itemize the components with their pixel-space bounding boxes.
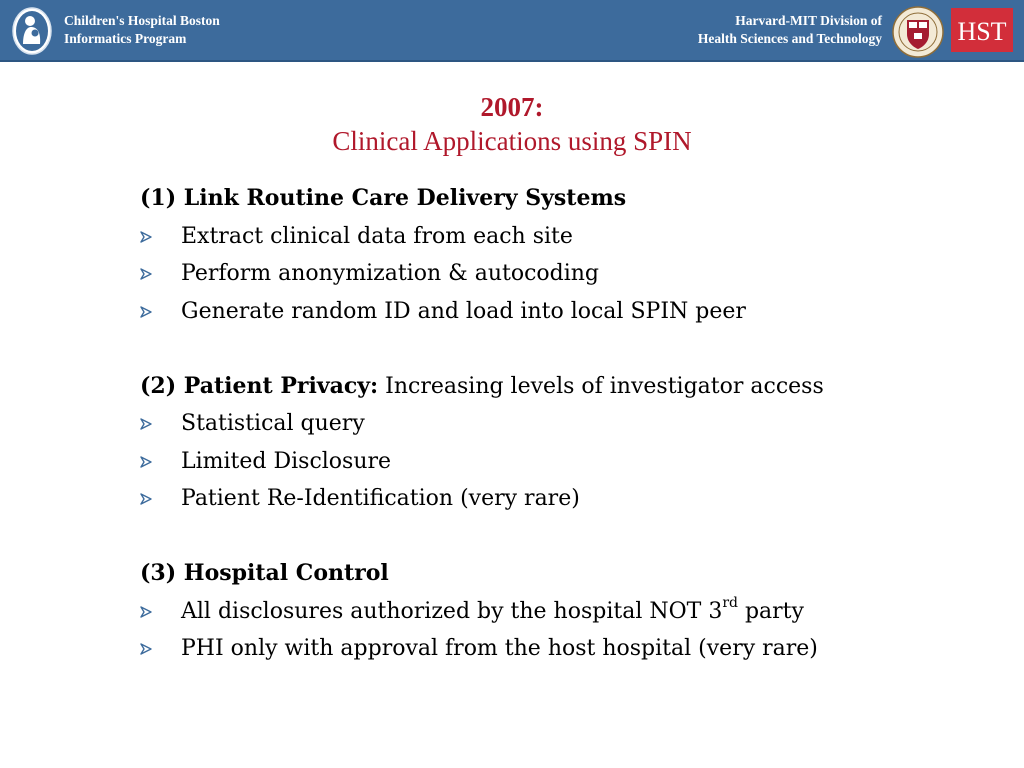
- bullet-text-after: party: [737, 598, 804, 624]
- slide-body: [140, 180, 1000, 668]
- section-heading-1-text: (1) Link Routine Care Delivery Systems: [140, 185, 627, 211]
- hst-logo: [951, 8, 1013, 52]
- childrens-hospital-logo-icon: [11, 6, 53, 56]
- bullet-item: [140, 293, 1000, 331]
- arrowhead-bullet-icon: [140, 443, 154, 481]
- arrowhead-bullet-icon: [140, 405, 154, 443]
- harvard-mit-division-name: [698, 12, 882, 48]
- left-org-line1: Children's Hospital Boston: [64, 13, 220, 28]
- arrowhead-bullet-icon: [140, 255, 154, 293]
- section-spacer: [140, 518, 1000, 556]
- arrowhead-bullet-icon: [140, 630, 154, 668]
- bullet-text: [181, 595, 804, 624]
- section-heading-3-text: (3) Hospital Control: [140, 560, 389, 586]
- bullet-text: Statistical query: [181, 411, 365, 436]
- bullet-text: Extract clinical data from each site: [181, 223, 573, 249]
- section-heading-3: [140, 555, 1000, 593]
- bullet-text: PHI only with approval from the host hospital (very rare): [181, 636, 818, 661]
- header-bar: [0, 0, 1024, 62]
- bullet-text: Generate random ID and load into local SPIN peer: [181, 298, 746, 324]
- bullet-item: [140, 405, 1000, 443]
- slide-title-line1: 2007:: [480, 92, 544, 122]
- section-heading-2-rest: Increasing levels of investigator access: [385, 373, 824, 399]
- slide-title: [0, 90, 1024, 158]
- bullet-text: Perform anonymization & autocoding: [181, 261, 600, 286]
- childrens-hospital-name: [64, 12, 220, 48]
- ordinal-suffix: rd: [722, 595, 738, 612]
- left-org-line2: Informatics Program: [64, 31, 187, 46]
- bullet-item: [140, 218, 1000, 256]
- section-heading-2: [140, 368, 1000, 406]
- right-org-line1: Harvard-MIT Division of: [735, 13, 882, 28]
- arrowhead-bullet-icon: [140, 593, 154, 631]
- bullet-item: [140, 480, 1000, 518]
- bullet-item: [140, 443, 1000, 481]
- bullet-text: Patient Re-Identification (very rare): [181, 486, 580, 511]
- bullet-text-before: All disclosures authorized by the hospital NOT 3: [181, 598, 723, 624]
- section-heading-1: [140, 180, 1000, 218]
- bullet-item: [140, 593, 1000, 631]
- section-heading-2-text: (2) Patient Privacy:: [140, 372, 379, 399]
- bullet-text: Limited Disclosure: [181, 448, 392, 474]
- right-org-line2: Health Sciences and Technology: [697, 31, 882, 46]
- section-spacer: [140, 330, 1000, 368]
- slide-title-line2: Clinical Applications using SPIN: [332, 126, 692, 156]
- arrowhead-bullet-icon: [140, 480, 154, 518]
- harvard-seal-icon: [892, 6, 944, 58]
- header-rule: [0, 60, 1024, 62]
- arrowhead-bullet-icon: [140, 218, 154, 256]
- bullet-item: [140, 630, 1000, 668]
- bullet-item: [140, 255, 1000, 293]
- arrowhead-bullet-icon: [140, 293, 154, 331]
- hst-logo-text: HST: [957, 17, 1007, 46]
